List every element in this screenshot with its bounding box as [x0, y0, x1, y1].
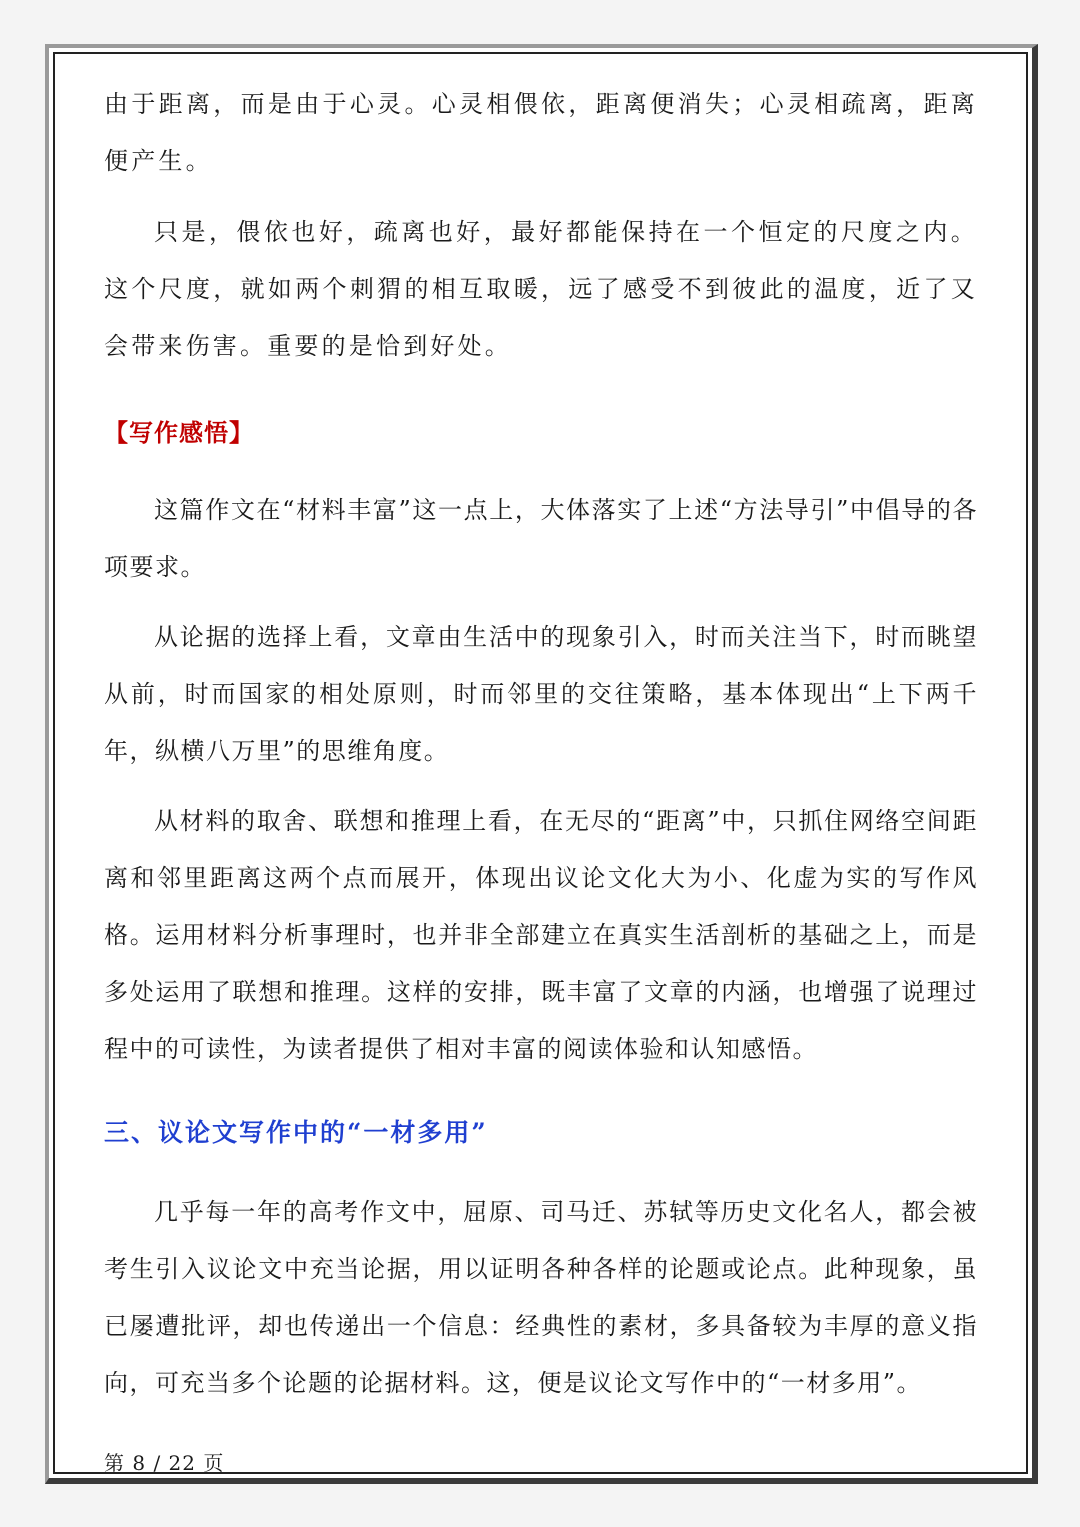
insight-paragraph-3: 从材料的取舍、联想和推理上看，在无尽的“距离”中，只抓住网络空间距离和邻里距离这两个点而展开，体现出议论文化大为小、化虚为实的写作风格。运用材料分析事理时，也并非全部建立在真实生活剖析的基础之上，而是多处运用了联想和推理。这样的安排，既丰富了文章的内涵，也增强了说理过程中的可读性，为读者提供了相对丰富的阅读体验和认知感悟。: [104, 807, 978, 1063]
section-three-heading: 三、议论文写作中的“一材多用”: [104, 1118, 488, 1147]
section-three-paragraph: 几乎每一年的高考作文中，屈原、司马迁、苏轼等历史文化名人，都会被考生引入议论文中充当论据，用以证明各种各样的论题或论点。此种现象，虽已屡遭批评，却也传递出一个信息：经典性的素材，多具备较为丰厚的意义指向，可充当多个论题的论据材料。这，便是议论文写作中的“一材多用”。: [104, 1198, 978, 1397]
paragraph-hedgehog: 只是，偎依也好，疏离也好，最好都能保持在一个恒定的尺度之内。这个尺度，就如两个刺猬的相互取暖，远了感受不到彼此的温度，近了又会带来伤害。重要的是恰到好处。: [104, 218, 978, 360]
writing-insight-heading: 【写作感悟】: [104, 418, 254, 447]
paragraph-continuation: 由于距离，而是由于心灵。心灵相偎依，距离便消失；心灵相疏离，距离便产生。: [104, 90, 978, 175]
insight-paragraph-2: 从论据的选择上看，文章由生活中的现象引入，时而关注当下，时而眺望从前，时而国家的相处原则，时而邻里的交往策略，基本体现出“上下两千年，纵横八万里”的思维角度。: [104, 623, 978, 765]
insight-paragraph-1: 这篇作文在“材料丰富”这一点上，大体落实了上述“方法导引”中倡导的各项要求。: [104, 496, 978, 581]
page-number: 第 8 / 22 页: [104, 1451, 225, 1475]
